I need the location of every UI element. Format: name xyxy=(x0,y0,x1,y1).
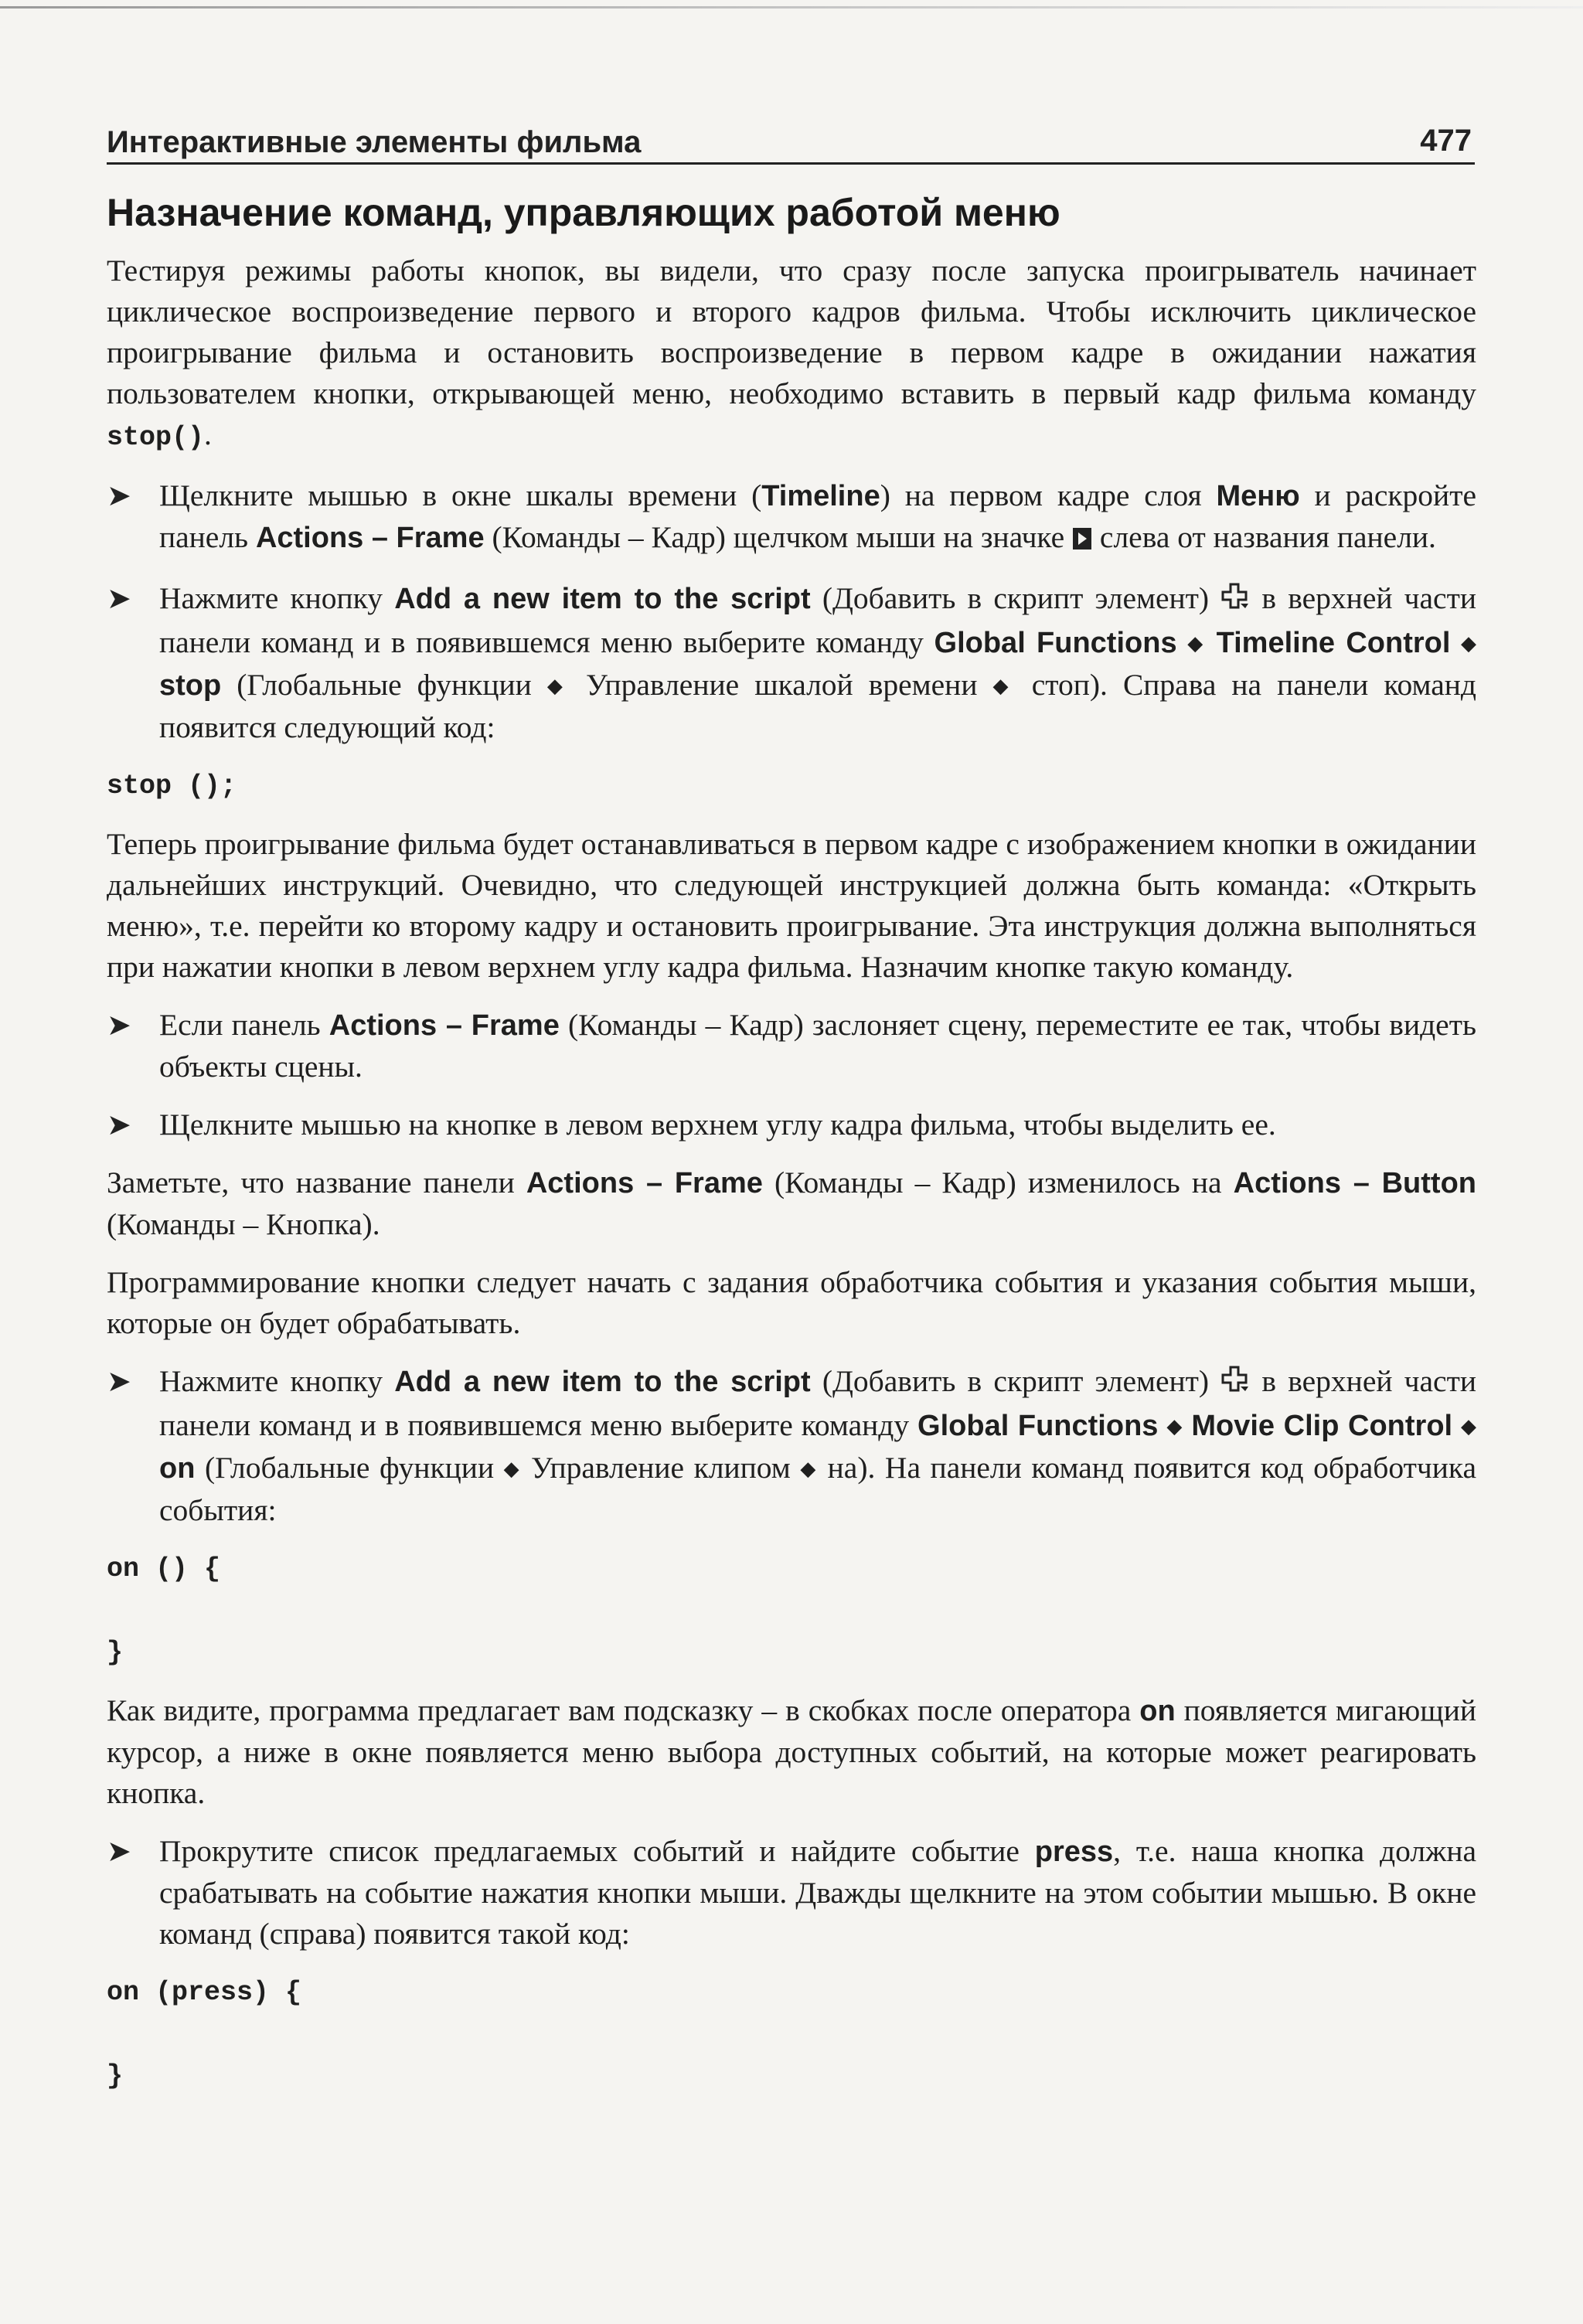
running-title: Интерактивные элементы фильма xyxy=(107,125,642,159)
inline-code: stop() xyxy=(107,422,205,453)
paragraph-panel-name: Заметьте, что название панели Actions – Frame (Команды – Кадр) изменилось на Actions – Button (Команды – Кнопка). xyxy=(107,1165,1477,1241)
paragraph-programming: Программирование кнопки следует начать с задания обработчика события и указания события мыши, которые он будет обрабатывать. xyxy=(107,1265,1476,1340)
bullet-step-5: ➤ Нажмите кнопку Add a new item to the script (Добавить в скрипт элемент) в верхней части панели команд и в появившемся меню выберите команду Global Functions ◆ Movie Clip Control ◆ on (Глобальные функции ◆ Управление клипом ◆ на). На панели команд появится код обработчика события: xyxy=(107,1361,1476,1531)
bullet-step-6: ➤ Прокрутите список предлагаемых событий и найдите событие press, т.е. наша кнопка должна срабатывать на событие нажатия кнопки мыши. Дважды щелкните на этом событии мышью. В окне команд (справа) появится такой код: xyxy=(107,1831,1476,1955)
page-content xyxy=(107,190,1476,2114)
bullet-step-4: ➤ Щелкните мышью на кнопке в левом верхнем углу кадра фильма, чтобы выделить ее. xyxy=(107,1104,1476,1145)
bullet-arrow-icon: ➤ xyxy=(107,1364,131,1398)
bullet-arrow-icon: ➤ xyxy=(107,581,131,615)
section-title: Назначение команд, управляющих работой меню xyxy=(107,191,1060,234)
panel-expand-arrow-icon xyxy=(1072,520,1092,561)
paragraph-explanation: Теперь проигрывание фильма будет останавливаться в первом кадре с изображением кнопки в ожидании дальнейших инструкций. Очевидно, что следующей инструкцией должна быть команда: «Открыть меню», т.е. перейти ко второму кадру и остановить проигрывание. Эта инструкция должна выполняться при нажатии кнопки в левом верхнем углу кадра фильма. Назначим кнопке такую команду. xyxy=(107,827,1476,984)
page-number: 477 xyxy=(1420,124,1472,158)
code-block-on: on () { } xyxy=(107,1553,221,1668)
bullet-arrow-icon: ➤ xyxy=(107,478,131,512)
bullet-step-1: ➤ Щелкните мышью в окне шкалы времени (Timeline) на первом кадре слоя Меню и раскройте панель Actions – Frame (Команды – Кадр) щелчком мыши на значке слева от названия панели. xyxy=(107,475,1476,561)
paragraph-hint: Как видите, программа предлагает вам подсказку – в скобках после оператора on появляется мигающий курсор, а ниже в окне появляется меню выбора доступных событий, на которые может реагировать кнопка. xyxy=(107,1693,1476,1810)
bullet-arrow-icon: ➤ xyxy=(107,1834,131,1868)
code-block-stop: stop (); xyxy=(107,771,237,801)
add-item-plus-icon xyxy=(1220,581,1250,622)
paragraph-intro: Тестируя режимы работы кнопок, вы видели, что сразу после запуска проигрыватель начинает циклическое воспроизведение первого и второго кадров фильма. Чтобы исключить циклическое проигрывание фильма и остановить воспроизведение в первом кадре в ожидании нажатия пользователем кнопки, открывающей меню, необходимо вставить в первый кадр фильма команду stop(). xyxy=(107,253,1476,453)
running-header xyxy=(107,122,1475,165)
bullet-step-2: ➤ Нажмите кнопку Add a new item to the script (Добавить в скрипт элемент) в верхней части панели команд и в появившемся меню выберите команду Global Functions ◆ Timeline Control ◆ stop (Глобальные функции ◆ Управление шкалой времени ◆ стоп). Справа на панели команд появится следующий код: xyxy=(107,578,1476,748)
scan-edge-line xyxy=(0,6,1583,9)
bullet-arrow-icon: ➤ xyxy=(107,1108,131,1142)
bullet-arrow-icon: ➤ xyxy=(107,1008,131,1042)
bullet-step-3: ➤ Если панель Actions – Frame (Команды – Кадр) заслоняет сцену, переместите ее так, чтобы видеть объекты сцены. xyxy=(107,1005,1476,1087)
code-block-on-press: on (press) { } xyxy=(107,1977,302,2091)
add-item-plus-icon xyxy=(1220,1364,1250,1405)
